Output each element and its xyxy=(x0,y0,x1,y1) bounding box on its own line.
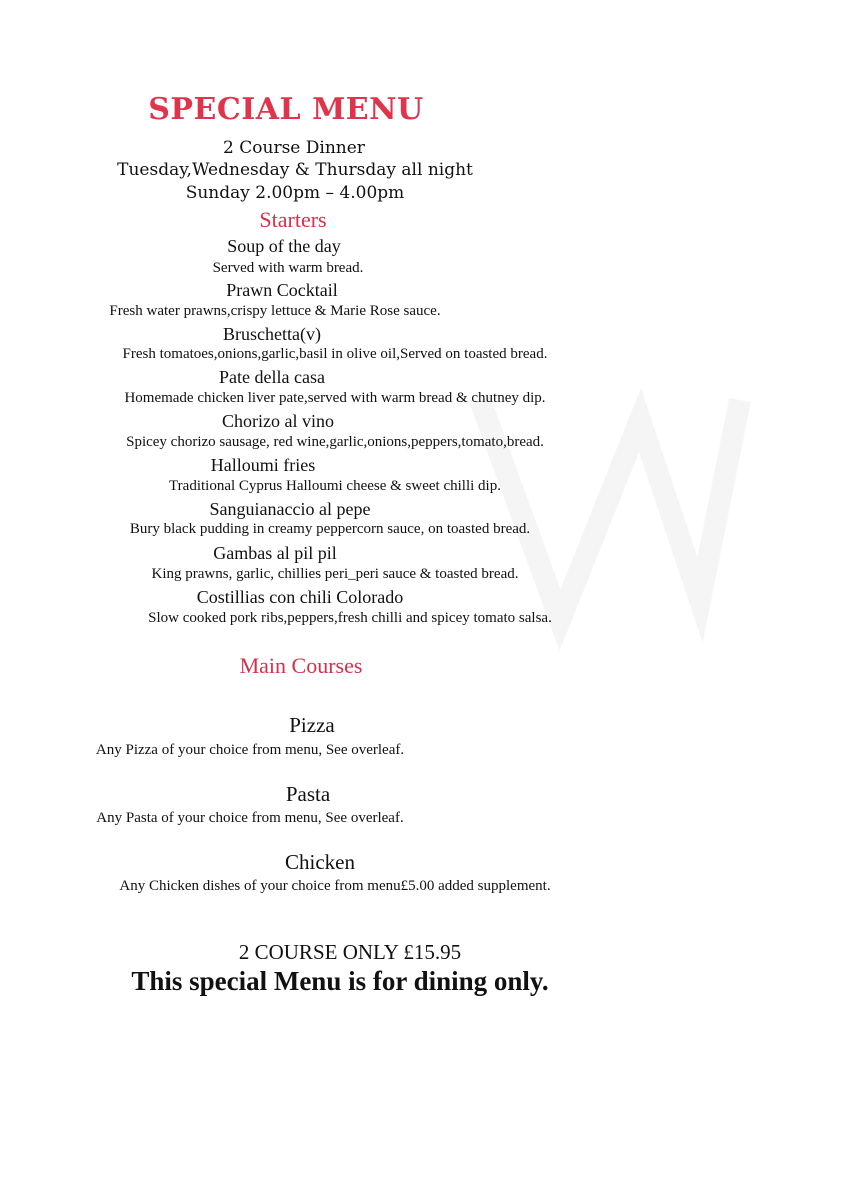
starter-desc: Bury black pudding in creamy peppercorn sauce, on toasted bread. xyxy=(129,521,531,537)
starters-heading: Starters xyxy=(259,207,327,232)
mains-heading: Main Courses xyxy=(239,653,363,678)
main-name: Pasta xyxy=(285,782,331,806)
starter-desc: Traditional Cyprus Halloumi cheese & sweet chilli dip. xyxy=(169,478,501,494)
starter-desc: Fresh water prawns,crispy lettuce & Marie Rose sauce. xyxy=(109,303,441,319)
dining-note: This special Menu is for dining only. xyxy=(131,966,549,996)
starter-desc: Homemade chicken liver pate,served with warm bread & chutney dip. xyxy=(124,390,546,406)
subtitle-course: 2 Course Dinner xyxy=(223,138,365,158)
subtitle-days: Tuesday,Wednesday & Thursday all night xyxy=(117,160,473,180)
starter-name: Sanguianaccio al pepe xyxy=(209,499,371,519)
starter-desc: Fresh tomatoes,onions,garlic,basil in olive oil,Served on toasted bread. xyxy=(122,346,548,362)
starter-desc: Slow cooked pork ribs,peppers,fresh chilli and spicey tomato salsa. xyxy=(148,610,552,626)
main-desc: Any Chicken dishes of your choice from menu£5.00 added supplement. xyxy=(119,878,551,894)
starter-desc: King prawns, garlic, chillies peri_peri sauce & toasted bread. xyxy=(151,566,519,582)
starter-name: Soup of the day xyxy=(227,236,341,256)
starter-name: Costillias con chili Colorado xyxy=(196,587,404,607)
starter-desc: Served with warm bread. xyxy=(212,260,364,276)
starter-name: Pate della casa xyxy=(219,367,325,387)
starter-name: Gambas al pil pil xyxy=(213,543,337,563)
menu-title: SPECIAL MENU xyxy=(148,92,424,127)
main-name: Chicken xyxy=(285,850,355,874)
main-desc: Any Pasta of your choice from menu, See overleaf. xyxy=(96,810,404,826)
starter-name: Halloumi fries xyxy=(210,455,316,475)
starter-desc: Spicey chorizo sausage, red wine,garlic,onions,peppers,tomato,bread. xyxy=(126,434,544,450)
starter-name: Chorizo al vino xyxy=(222,411,334,431)
subtitle-sunday: Sunday 2.00pm – 4.00pm xyxy=(185,183,405,203)
price-line: 2 COURSE ONLY £15.95 xyxy=(238,940,462,964)
main-desc: Any Pizza of your choice from menu, See overleaf. xyxy=(95,742,405,758)
starter-name: Bruschetta(v) xyxy=(223,324,321,344)
starter-name: Prawn Cocktail xyxy=(226,280,338,300)
main-name: Pizza xyxy=(289,713,335,737)
